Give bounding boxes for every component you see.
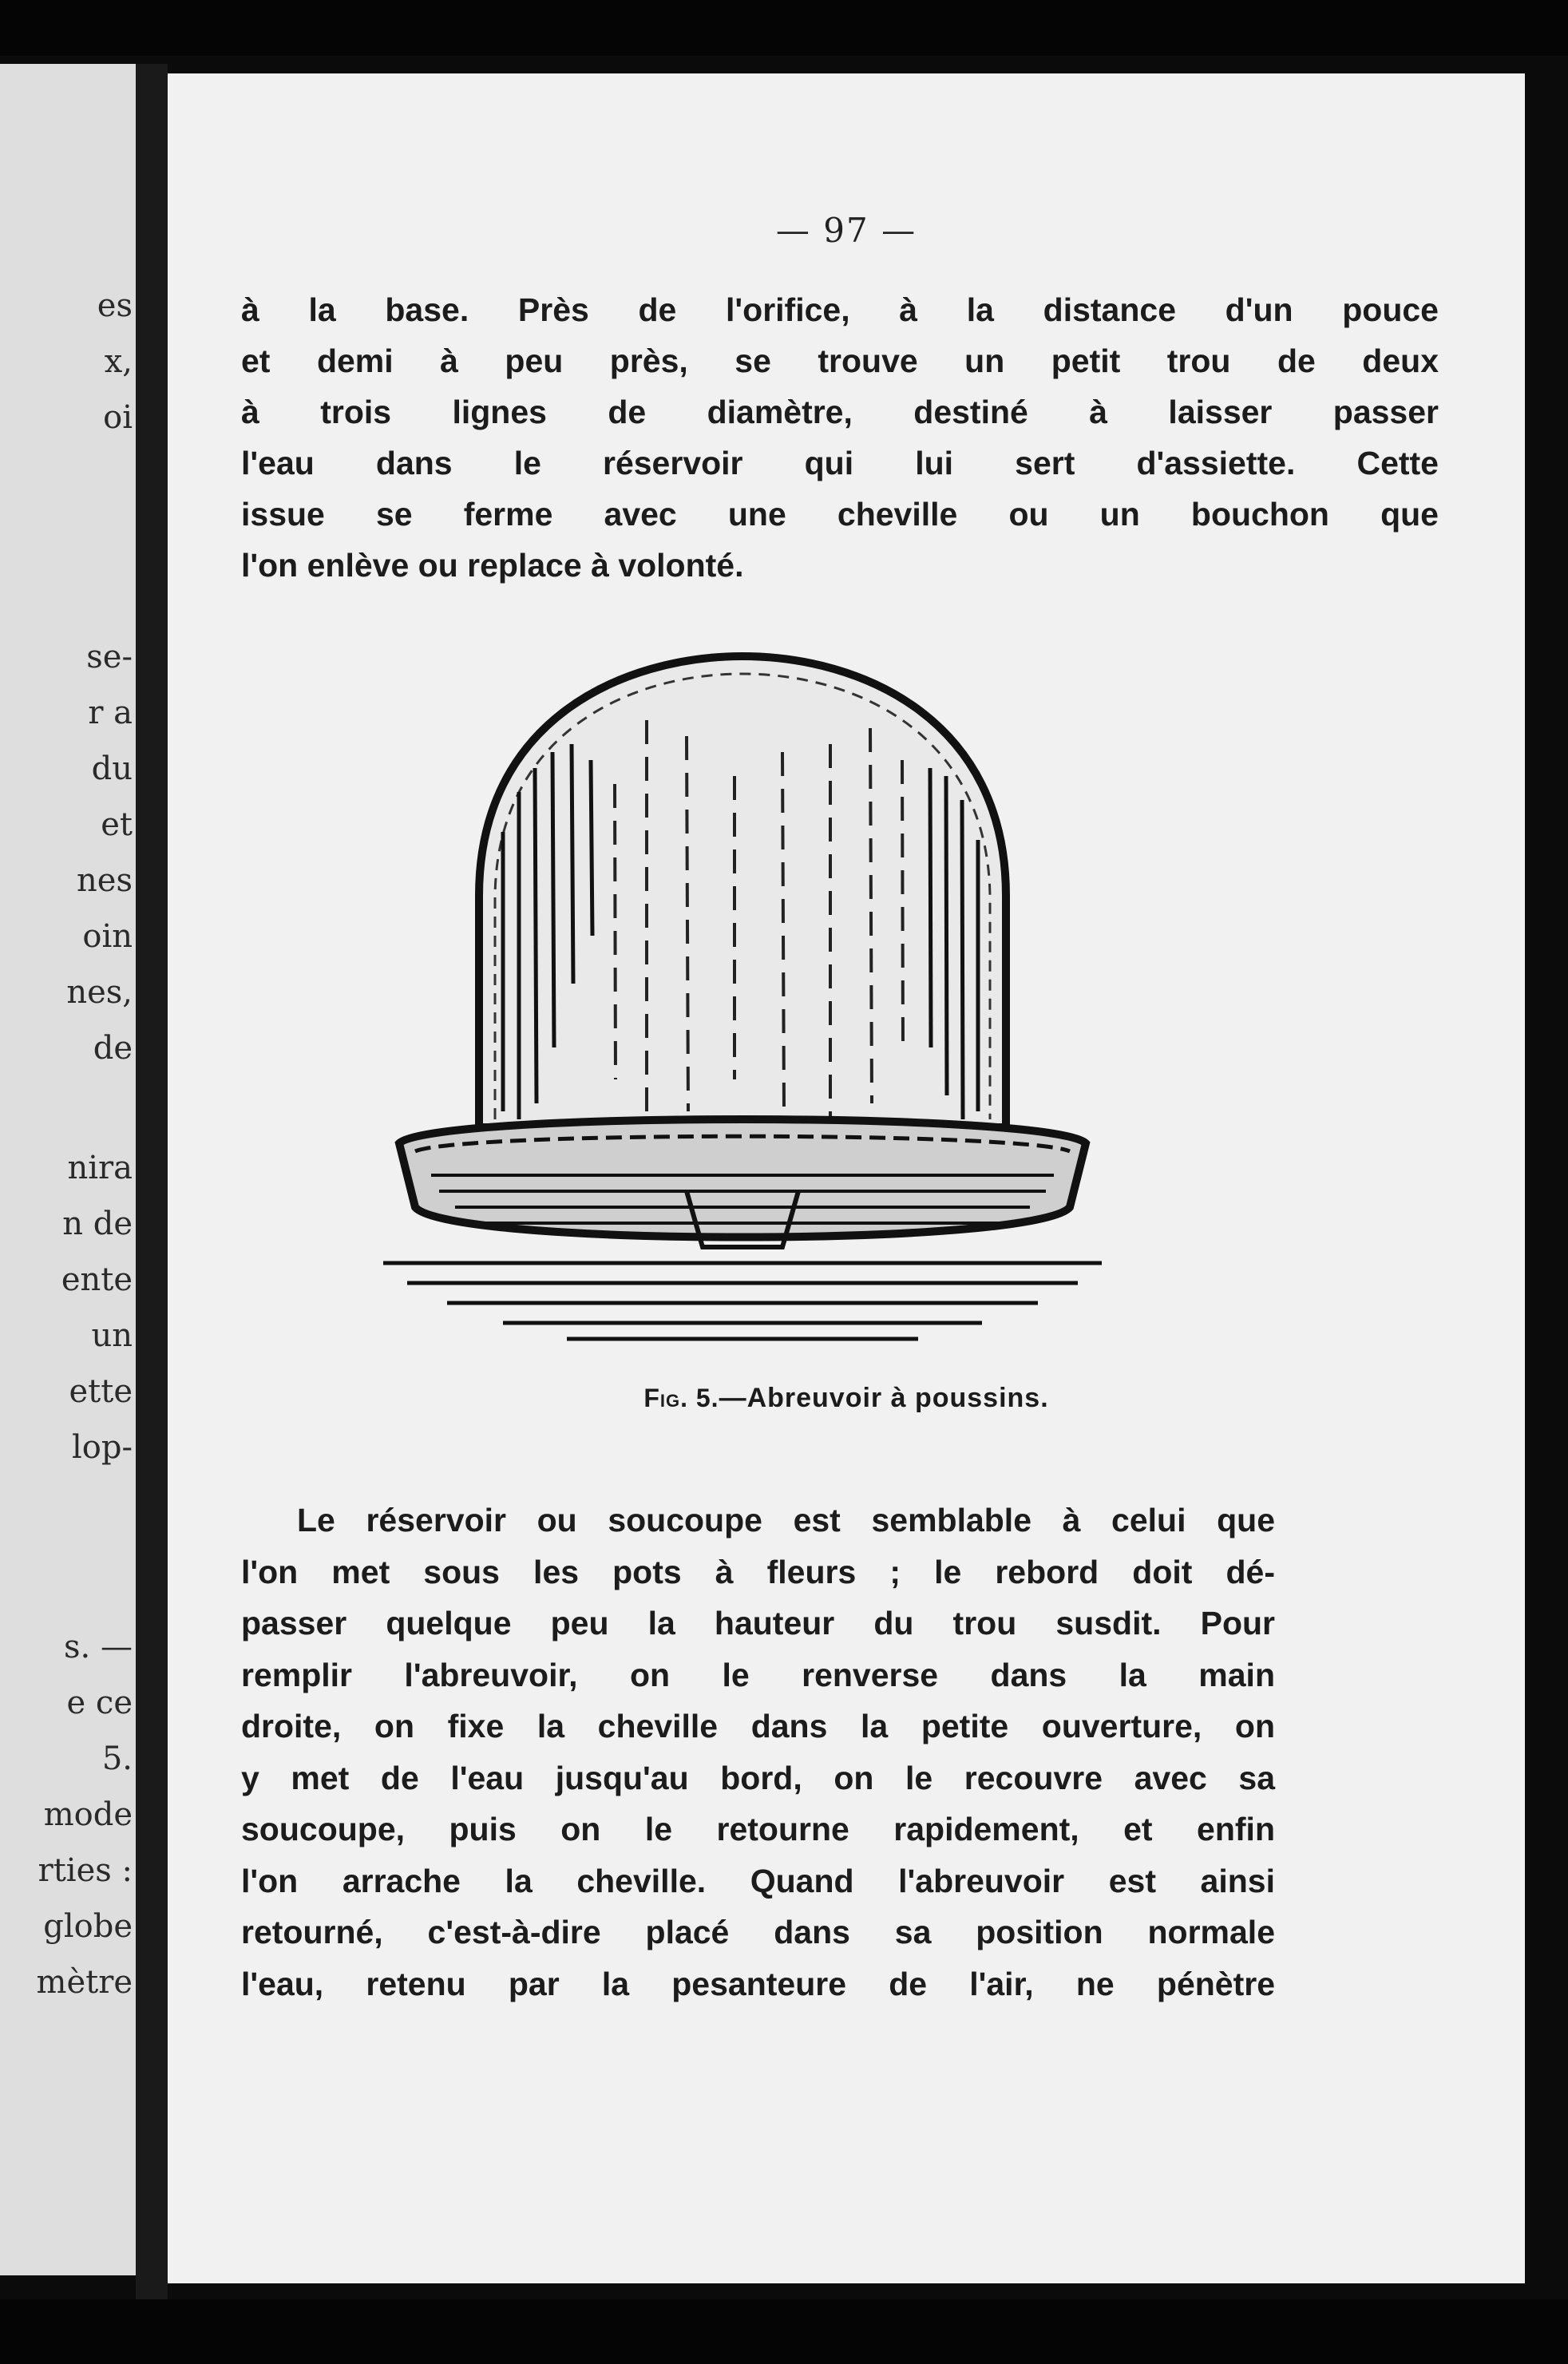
previous-page-line: oi: [103, 399, 133, 436]
text-line: issue se ferme avec une cheville ou un bouchon que: [241, 496, 1439, 533]
text-line: retourné, c'est-à-dire placé dans sa position normale: [241, 1914, 1275, 1950]
previous-page-line: nira: [67, 1150, 133, 1186]
previous-page-line: mètre: [36, 1964, 133, 2001]
text-line: l'on arrache la cheville. Quand l'abreuvoir est ainsi: [241, 1862, 1275, 1899]
previous-page-line: ente: [61, 1261, 133, 1298]
previous-page-line: 5.: [101, 1740, 133, 1777]
text-line: droite, on fixe la cheville dans la petite ouverture, on: [241, 1708, 1275, 1744]
previous-page-line: nes,: [66, 974, 133, 1011]
text-line: passer quelque peu la hauteur du trou susdit. Pour: [241, 1605, 1275, 1641]
text-line: Le réservoir ou soucoupe est semblable à celui que: [297, 1502, 1275, 1538]
page-gutter: [136, 64, 168, 2299]
previous-page-line: se-: [86, 639, 133, 675]
film-edge-right: [1525, 56, 1568, 2299]
previous-page-line: globe: [43, 1908, 133, 1945]
book-page: [168, 73, 1525, 2283]
text-line: l'on met sous les pots à fleurs ; le rebord doit dé-: [241, 1553, 1275, 1590]
film-edge-bottom: [0, 2299, 1568, 2364]
previous-page-line: r a: [88, 695, 133, 731]
previous-page-line: un: [91, 1317, 133, 1354]
previous-page-line: oin: [82, 918, 133, 955]
previous-page-line: mode: [43, 1796, 133, 1833]
previous-page-line: rties :: [38, 1852, 133, 1889]
figure-caption: [168, 1383, 1525, 1414]
previous-page-line: lop-: [72, 1429, 133, 1466]
film-edge-top: [0, 0, 1568, 56]
previous-page-line: x,: [104, 343, 133, 380]
text-line: l'eau dans le réservoir qui lui sert d'assiette. Cette: [241, 445, 1439, 481]
previous-page-line: nes: [77, 862, 133, 899]
figure-label: Fig. 5.: [643, 1384, 719, 1412]
text-line: à trois lignes de diamètre, destiné à laisser passer: [241, 394, 1439, 430]
previous-page-line: de: [93, 1030, 133, 1067]
text-line: remplir l'abreuvoir, on le renverse dans la main: [241, 1656, 1275, 1693]
previous-page-line: du: [91, 750, 133, 787]
page-number: — 97 —: [775, 211, 917, 250]
previous-page-line: e ce: [66, 1685, 133, 1721]
paragraph-1: [241, 284, 1439, 591]
text-line: à la base. Près de l'orifice, à la distance d'un pouce: [241, 291, 1439, 328]
text-line: soucoupe, puis on le retourne rapidement, et enfin: [241, 1811, 1275, 1847]
chick-waterer-illustration: [383, 632, 1102, 1407]
previous-page-line: ette: [69, 1373, 133, 1410]
figure-title: —Abreuvoir à poussins.: [719, 1383, 1049, 1413]
previous-page-line: s. —: [64, 1629, 133, 1665]
text-line: l'on enlève ou replace à volonté.: [241, 547, 744, 584]
text-line: et demi à peu près, se trouve un petit trou de deux: [241, 343, 1439, 379]
previous-page-line: es: [97, 287, 133, 324]
text-line: y met de l'eau jusqu'au bord, on le recouvre avec sa: [241, 1759, 1275, 1796]
previous-page-line: et: [101, 806, 133, 843]
text-line: l'eau, retenu par la pesanteure de l'air, ne pénètre: [241, 1965, 1275, 2002]
previous-page-line: n de: [62, 1206, 133, 1242]
paragraph-2: [241, 1495, 1275, 2010]
